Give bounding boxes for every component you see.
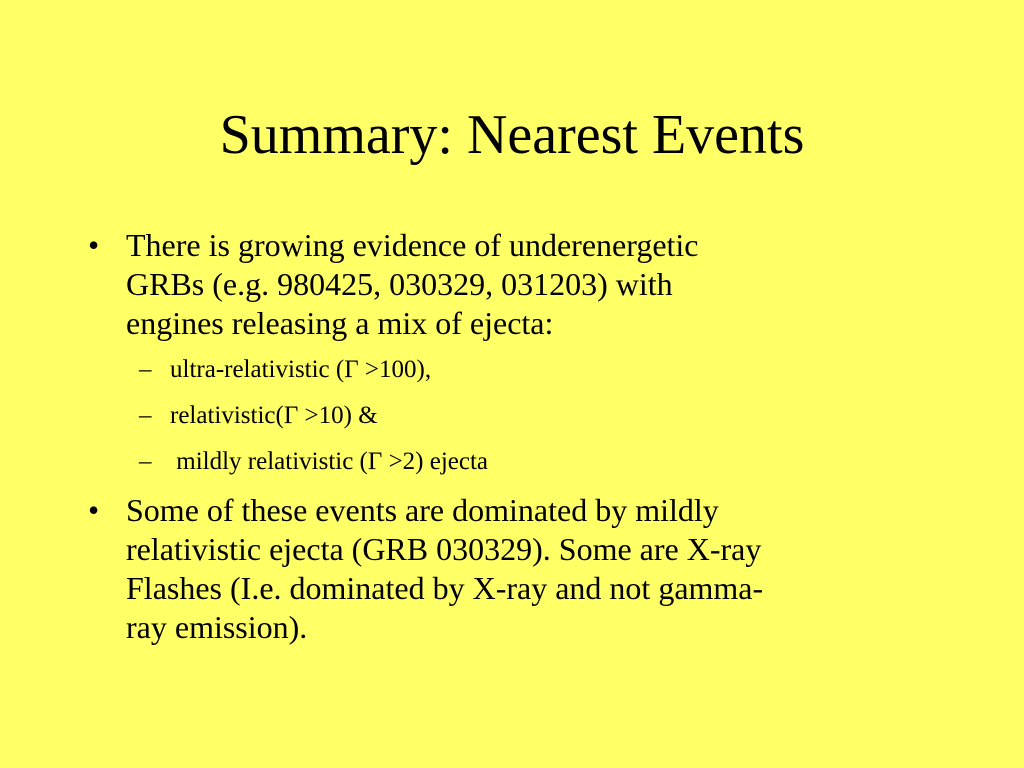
bullet-text-line: Some of these events are dominated by mildly — [126, 492, 719, 528]
slide-content — [82, 226, 942, 647]
sub-bullet-text: mildly relativistic (Γ >2) ejecta — [170, 448, 489, 475]
sub-bullet-marker: – — [139, 448, 152, 475]
bullet-item — [82, 226, 942, 343]
bullet-text-line: There is growing evidence of underenergetic — [126, 227, 699, 263]
bullet-text-line: GRBs (e.g. 980425, 030329, 031203) with — [126, 266, 673, 302]
bullet-text-line: Flashes (I.e. dominated by X-ray and not gamma- — [126, 570, 764, 606]
sub-bullet-list — [82, 347, 942, 485]
bullet-marker: • — [88, 227, 100, 263]
bullet-marker: • — [88, 492, 100, 528]
bullet-text-line: engines releasing a mix of ejecta: — [126, 305, 554, 341]
sub-bullet-text: ultra-relativistic (Γ >100), — [170, 356, 432, 383]
sub-bullet-text: relativistic(Γ >10) & — [170, 402, 378, 429]
sub-bullet-item — [82, 393, 942, 439]
sub-bullet-item — [82, 347, 942, 393]
sub-bullet-marker: – — [139, 402, 152, 429]
bullet-text-line: relativistic ejecta (GRB 030329). Some are X-ray — [126, 531, 762, 567]
sub-bullet-item — [82, 439, 942, 485]
bullet-text-line: ray emission). — [126, 609, 308, 645]
slide-title: Summary: Nearest Events — [219, 104, 805, 166]
sub-bullet-marker: – — [139, 356, 152, 383]
bullet-item — [82, 491, 942, 647]
